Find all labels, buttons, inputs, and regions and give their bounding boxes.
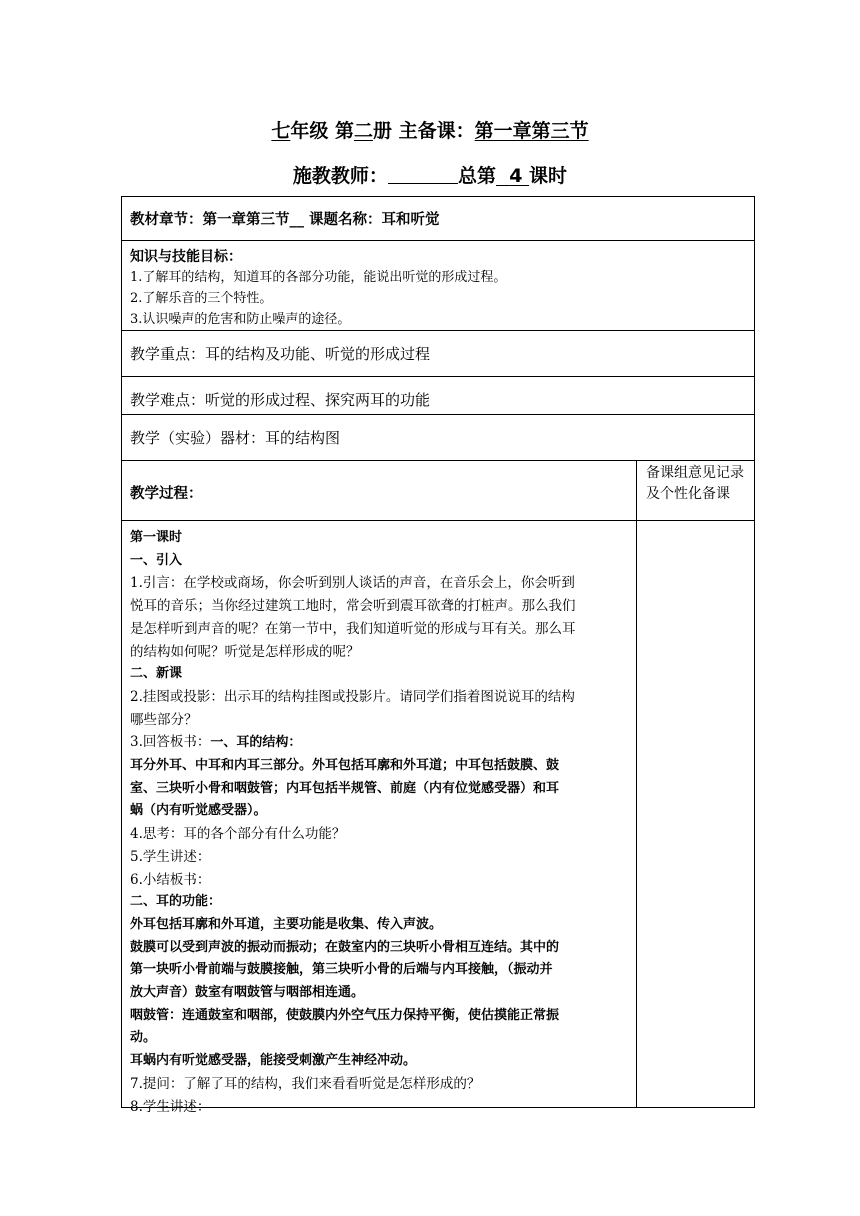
difficulties-row (122, 377, 754, 415)
volume: 二 (353, 120, 373, 142)
materials-row (122, 415, 754, 461)
total-label: 总第 (457, 165, 496, 187)
process-line: 4.思考：耳的各个部分有什么功能？ (130, 826, 346, 843)
materials: 教学（实验）器材：耳的结构图 (130, 429, 341, 447)
lesson-name: 第一章第三节 (474, 120, 589, 142)
process-line: 咽鼓管：连通鼓室和咽部，使鼓膜内外空气压力保持平衡，使估摸能正常振 (130, 1007, 560, 1023)
process-line: 一、引入 (130, 552, 183, 568)
lesson-plan-table (121, 196, 755, 1115)
process-line: 第一块听小骨前端与鼓膜接触，第三块听小骨的后端与内耳接触，（振动并 (130, 962, 553, 978)
objective-1: 1.了解耳的结构，知道耳的各部分功能，能说出听觉的形成过程。 (130, 270, 507, 285)
process-line: 5.学生讲述： (130, 848, 211, 865)
objectives-row (122, 241, 754, 331)
lesson-process-body (130, 527, 630, 1118)
column-divider (636, 461, 637, 1107)
key-points-row (122, 331, 754, 377)
process-line: 8.学生讲述： (130, 1098, 211, 1115)
process-line: 是怎样听到声音的呢？在第一节中，我们知道听觉的形成与耳有关。那么耳 (130, 620, 576, 637)
process-label: 教学过程： (130, 486, 203, 502)
lesson-title (0, 116, 860, 143)
grade-suffix: 年级 第 (290, 120, 354, 142)
process-line: 3.回答板书：一、耳的结构： (130, 734, 302, 751)
chapter-line: 教材章节：第一章第三节__ 课题名称：耳和听觉 (130, 212, 440, 228)
teacher-label: 施教教师： (292, 165, 388, 187)
chapter-row (122, 197, 754, 241)
process-line: 2.挂图或投影：出示耳的结构挂图或投影片。请同学们指着图说说耳的结构 (130, 688, 575, 705)
process-line: 放大声音）鼓室有咽鼓管与咽部相连通。 (130, 985, 365, 1001)
side-column-header: 备课组意见记录及个性化备课 (646, 465, 744, 502)
objectives-heading: 知识与技能目标： (130, 249, 242, 265)
process-line: 室、三块听小骨和咽鼓管；内耳包括半规管、前庭（内有位觉感受器）和耳 (130, 780, 560, 796)
process-line: 动。 (130, 1030, 157, 1046)
process-line: 6.小结板书： (130, 871, 211, 888)
process-line: 第一课时 (130, 530, 183, 545)
teacher-line (0, 161, 860, 188)
period-suffix: 课时 (529, 165, 568, 187)
teacher-blank (388, 165, 458, 184)
process-line: 哪些部分？ (130, 711, 198, 728)
objective-2: 2.了解乐音的三个特性。 (130, 291, 273, 306)
key-points: 教学重点：耳的结构及功能、听觉的形成过程 (130, 345, 431, 363)
process-line: 蜗（内有听觉感受器）。 (130, 803, 267, 819)
process-line: 悦耳的音乐；当你经过建筑工地时，常会听到震耳欲聋的打桩声。那么我们 (130, 598, 576, 615)
period-number: 4 (509, 165, 523, 187)
objective-3: 3.认识噪声的危害和防止噪声的途径。 (130, 312, 351, 327)
process-line: 1.引言：在学校或商场，你会听到别人谈话的声音，在音乐会上，你会听到 (130, 575, 575, 592)
process-line: 鼓膜可以受到声波的振动而振动；在鼓室内的三块听小骨相互连结。其中的 (130, 939, 560, 955)
process-line: 耳分外耳、中耳和内耳三部分。外耳包括耳廓和外耳道；中耳包括鼓膜、鼓 (130, 758, 560, 774)
volume-suffix: 册 主备课： (373, 120, 475, 142)
difficulties: 教学难点：听觉的形成过程、探究两耳的功能 (130, 391, 431, 409)
process-line: 耳蜗内有听觉感受器，能接受刺激产生神经冲动。 (130, 1053, 417, 1069)
process-line: 外耳包括耳廓和外耳道，主要功能是收集、传入声波。 (130, 916, 443, 932)
grade: 七 (271, 120, 291, 142)
process-line: 7.提问：了解了耳的结构，我们来看看听觉是怎样形成的？ (130, 1075, 481, 1092)
process-line: 二、耳的功能： (130, 894, 222, 910)
process-line: 的结构如何呢？听觉是怎样形成的呢？ (130, 643, 360, 660)
process-line: 二、新课 (130, 666, 183, 682)
